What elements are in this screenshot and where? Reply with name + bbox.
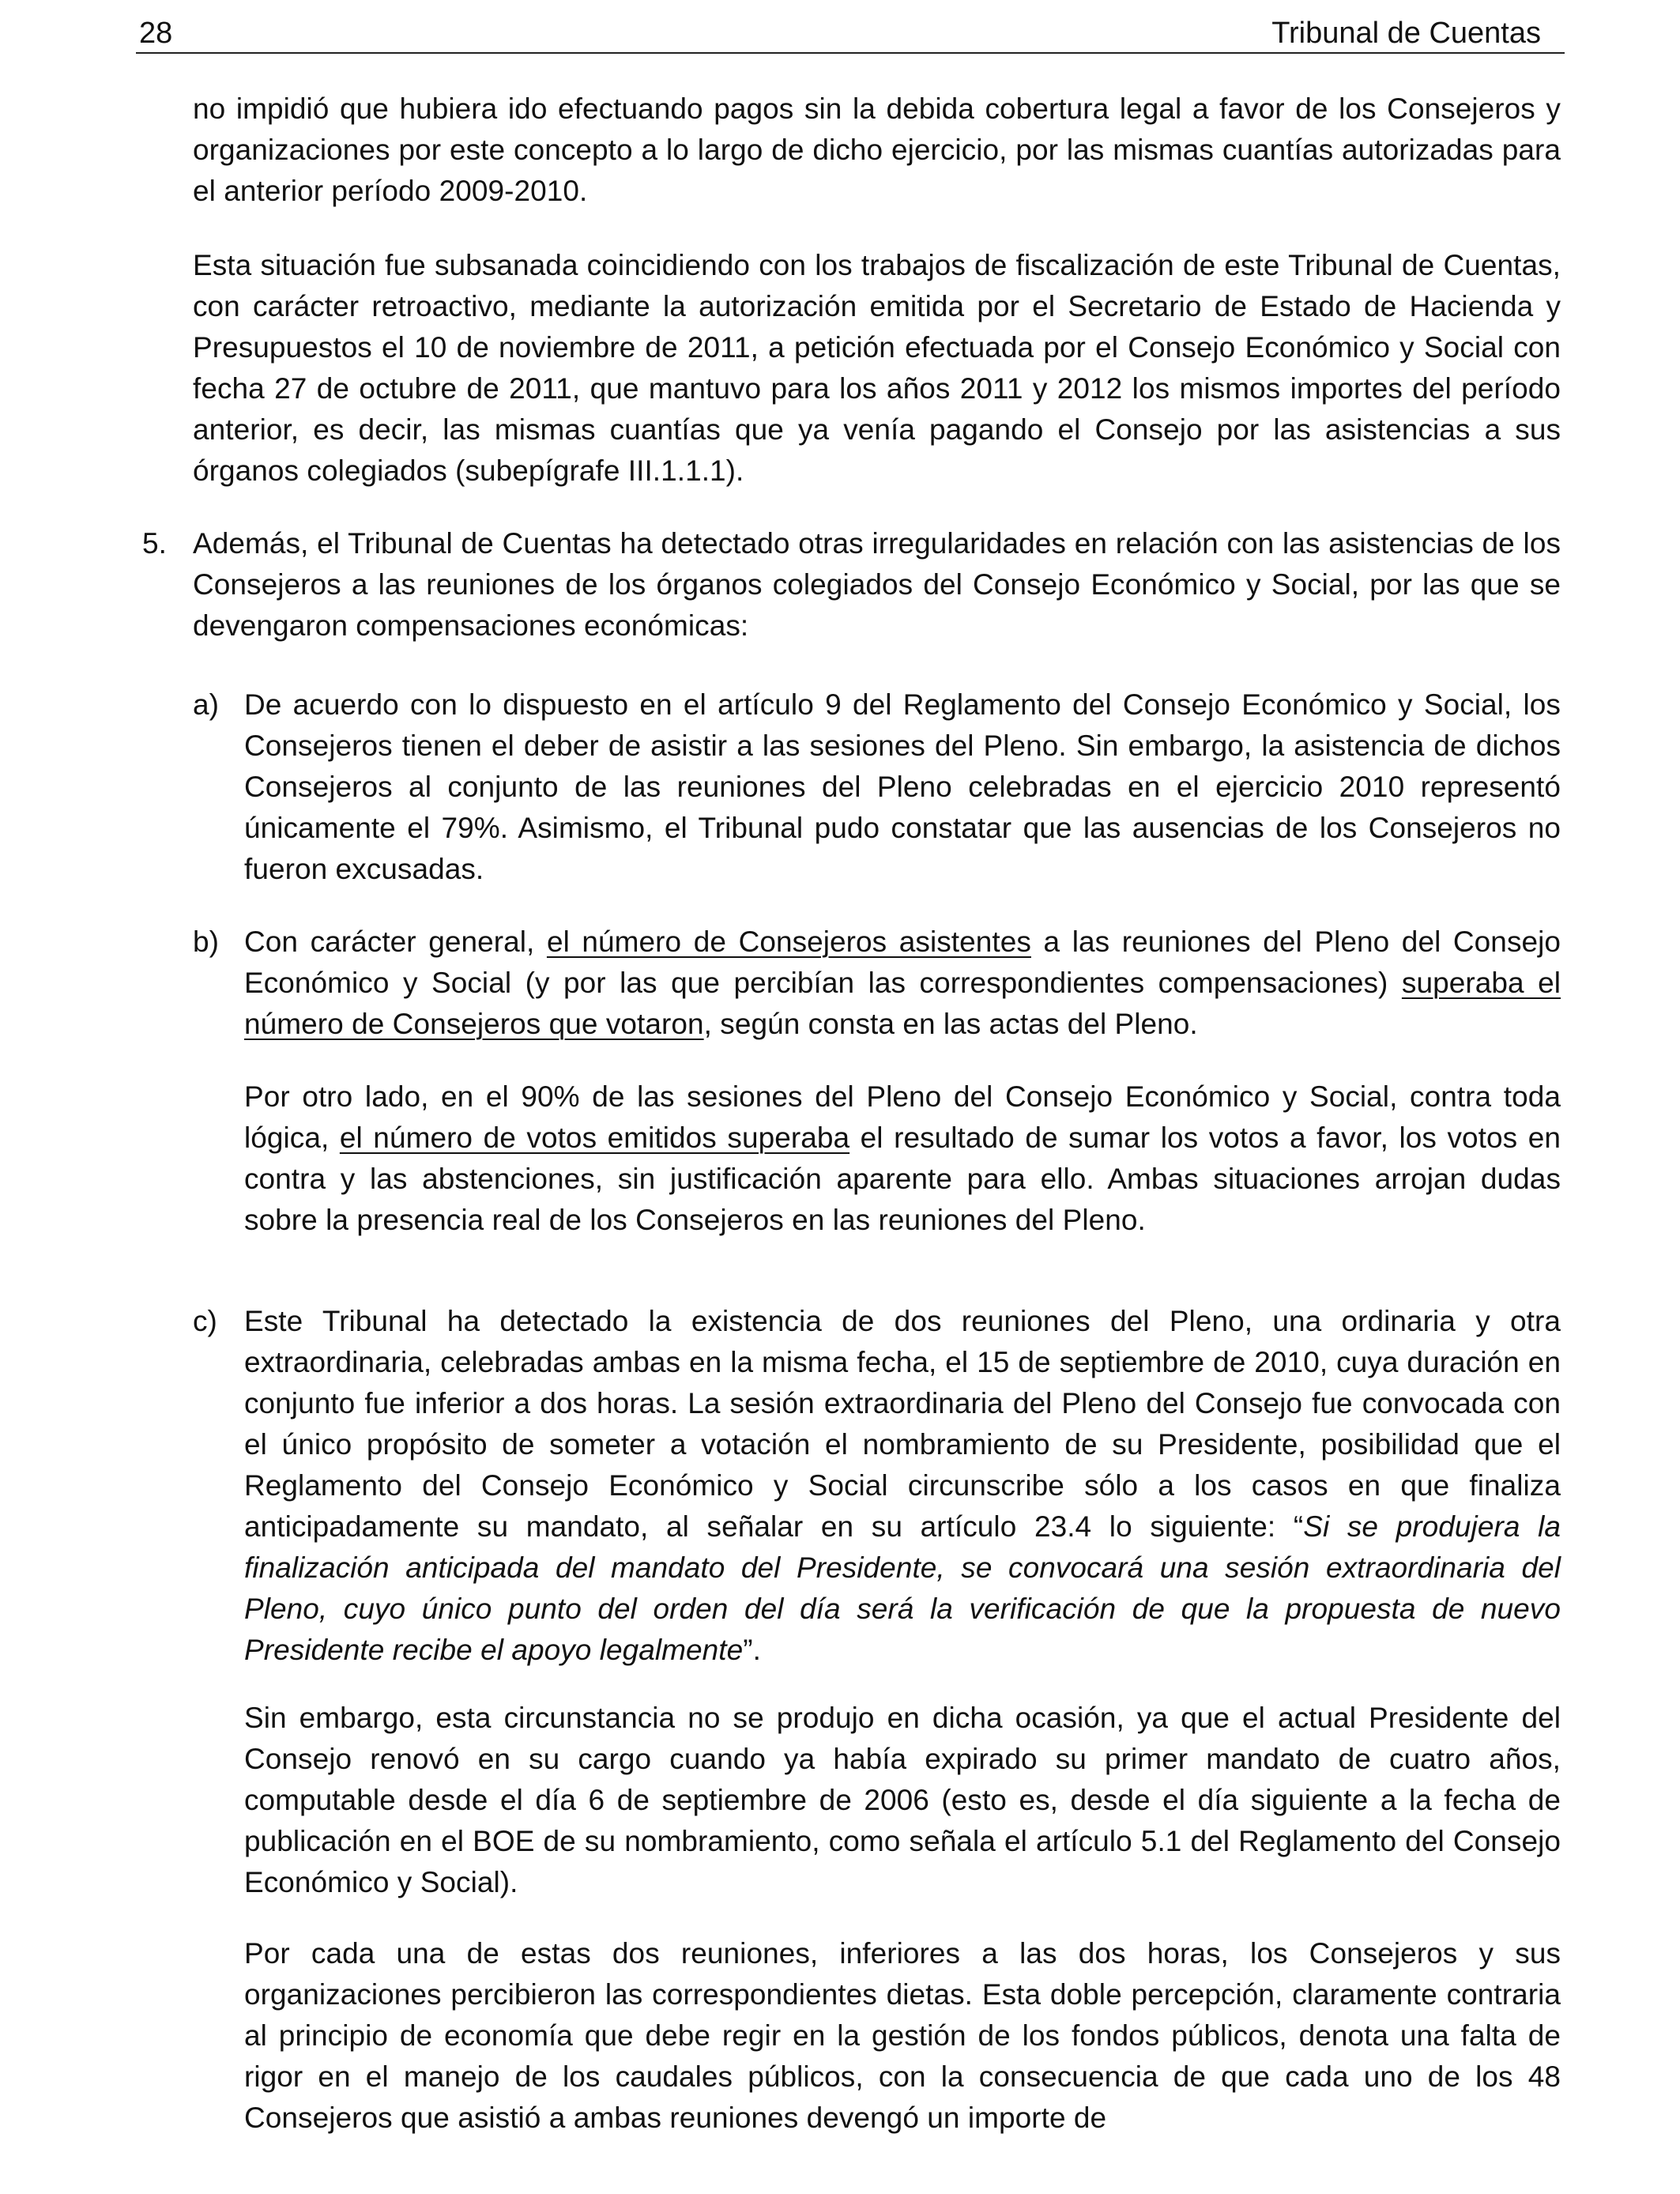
item-c-paragraph-3: Por cada una de estas dos reuniones, inferiores a las dos horas, los Consejeros y sus organizaciones percibieron las correspondientes dietas. Esta doble percepción, claramente contraria al principio de economía que debe regir en la gestión de los fondos públicos, denota una falta de rigor en el manejo de los caudales públicos, con la consecuencia de que cada uno de los 48 Consejeros que asistió a ambas reuniones devengó un importe de	[244, 1937, 1561, 2134]
item-c-paragraph-2: Sin embargo, esta circunstancia no se produjo en dicha ocasión, ya que el actual Presidente del Consejo renovó en su cargo cuando ya había expirado su primer mandato de cuatro años, computable desde el día 6 de septiembre de 2006 (esto es, desde el día siguiente a la fecha de publicación en el BOE de su nombramiento, como señala el artículo 5.1 del Reglamento del Consejo Económico y Social).	[244, 1702, 1561, 1898]
item-c-text-2: ”.	[743, 1634, 761, 1666]
list-marker-c: c)	[193, 1305, 217, 1337]
item-b-text-3: , según consta en las actas del Pleno.	[703, 1008, 1198, 1040]
page-header	[136, 6, 1565, 54]
list-item-5: Además, el Tribunal de Cuentas ha detectado otras irregularidades en relación con las asistencias de los Consejeros a las reuniones de los órganos colegiados del Consejo Económico y Social, por las que se devengaron compensaciones económicas:	[193, 527, 1561, 642]
list-item-c	[244, 1301, 1561, 1671]
paragraph-continuation: no impidió que hubiera ido efectuando pagos sin la debida cobertura legal a favor de los Consejeros y organizaciones por este concepto a lo largo de dicho ejercicio, por las mismas cuantías autorizadas para el anterior período 2009-2010.	[193, 92, 1561, 207]
item-b-text-2: a las reuniones del Pleno del Consejo Económico y Social (y por las que percibían las correspondientes compensaciones)	[244, 925, 1561, 999]
item-b-text-1: Con carácter general,	[244, 925, 547, 958]
list-marker-b: b)	[193, 925, 219, 958]
page-number: 28	[139, 17, 173, 50]
running-title: Tribunal de Cuentas	[1271, 17, 1541, 50]
paragraph-subsanada: Esta situación fue subsanada coincidiendo con los trabajos de fiscalización de este Tribunal de Cuentas, con carácter retroactivo, mediante la autorización emitida por el Secretario de Estado de Hacienda y Presupuestos el 10 de noviembre de 2011, a petición efectuada por el Consejo Económico y Social con fecha 27 de octubre de 2011, que mantuvo para los años 2011 y 2012 los mismos importes del período anterior, es decir, las mismas cuantías que ya venía pagando el Consejo por las asistencias a sus órganos colegiados (subepígrafe III.1.1.1).	[193, 249, 1561, 487]
list-item-b	[244, 922, 1561, 1045]
list-item-a: De acuerdo con lo dispuesto en el artículo 9 del Reglamento del Consejo Económico y Social, los Consejeros tienen el deber de asistir a las sesiones del Pleno. Sin embargo, la asistencia de dichos Consejeros al conjunto de las reuniones del Pleno celebradas en el ejercicio 2010 representó únicamente el 79%. Asimismo, el Tribunal pudo constatar que las ausencias de los Consejeros no fueron excusadas.	[244, 688, 1561, 885]
item-b-underline-2: superaba el número de Consejeros que votaron	[244, 967, 1561, 1040]
list-marker-a: a)	[193, 688, 219, 721]
list-marker-5: 5.	[142, 527, 167, 560]
item-b-p2-underline: el número de votos emitidos superaba	[339, 1122, 850, 1154]
item-b-paragraph-2	[244, 1076, 1561, 1241]
item-b-p2-text-1: Por otro lado, en el 90% de las sesiones del Pleno del Consejo Económico y Social, contra toda lógica,	[244, 1080, 1561, 1154]
item-c-quote: Si se produjera la finalización anticipada del mandato del Presidente, se convocará una sesión extraordinaria del Pleno, cuyo único punto del orden del día será la verificación de que la propuesta de nuevo Presidente recibe el apoyo legalmente	[244, 1510, 1561, 1666]
item-c-text-1: Este Tribunal ha detectado la existencia de dos reuniones del Pleno, una ordinaria y otra extraordinaria, celebradas ambas en la misma fecha, el 15 de septiembre de 2010, cuya duración en conjunto fue inferior a dos horas. La sesión extraordinaria del Pleno del Consejo fue convocada con el único propósito de someter a votación el nombramiento de su Presidente, posibilidad que el Reglamento del Consejo Económico y Social circunscribe sólo a los casos en que finaliza anticipadamente su mandato, al señalar en su artículo 23.4 lo siguiente: “	[244, 1305, 1561, 1543]
item-b-p2-text-2: el resultado de sumar los votos a favor, los votos en contra y las abstenciones, sin justificación aparente para ello. Ambas situaciones arrojan dudas sobre la presencia real de los Consejeros en las reuniones del Pleno.	[244, 1122, 1561, 1236]
item-b-underline-1: el número de Consejeros asistentes	[546, 925, 1031, 958]
